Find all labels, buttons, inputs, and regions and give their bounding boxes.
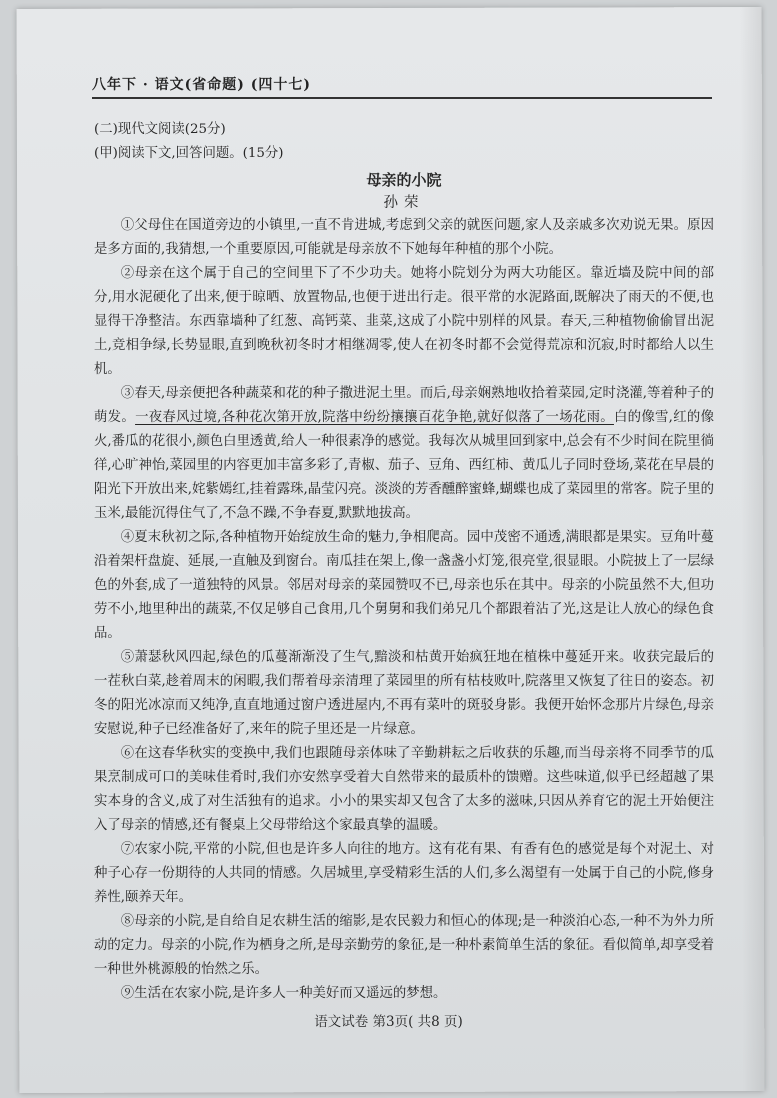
reading-section — [94, 118, 714, 1006]
paragraph-3-text-a: ③春天,母亲便把各种蔬菜和花的种子撒进泥土里。而后,母亲娴熟地收拾着菜园,定时浇灌,等着种子的萌发。 — [94, 386, 714, 425]
article-title: 母亲的小院 — [366, 171, 442, 189]
underlined-sentence: 一夜春风过境,各种花次第开放,院落中纷纷攘攘百花争艳,就好似落了一场花雨。 — [135, 410, 614, 425]
paragraph-5: ⑤萧瑟秋风四起,绿色的瓜蔓渐渐没了生气,黯淡和枯黄开始疯狂地在植株中蔓延开来。收获完最后的一茬秋白菜,趁着周末的闲暇,我们帮着母亲清理了菜园里的所有枯枝败叶,院落里又恢复了往日的姿态。初冬的阳光冰凉而又纯净,直直地通过窗户透进屋内,不再有菜叶的斑驳身影。我便开始怀念那片片绿色,母亲安慰说,种子已经准备好了,来年的院子里还是一片绿意。 — [94, 650, 714, 737]
section-heading: (二)现代文阅读(25分) — [94, 122, 226, 137]
header-rule — [92, 97, 712, 99]
paragraph-2: ②母亲在这个属于自己的空间里下了不少功夫。她将小院划分为两大功能区。靠近墙及院中间的部分,用水泥硬化了出来,便于晾晒、放置物品,也便于进出行走。很平常的水泥路面,既解决了雨天的不便,也显得干净整洁。东西靠墙种了红葱、高钙菜、韭菜,这成了小院中别样的风景。春天,三种植物偷偷冒出泥土,竞相争绿,长势显眼,直到晚秋初冬时才相继凋零,使人在初冬时都不会觉得荒凉和沉寂,时时都给人以生机。 — [94, 266, 714, 377]
paragraph-9: ⑨生活在农家小院,是许多人一种美好而又遥远的梦想。 — [120, 986, 447, 1001]
paragraph-4: ④夏末秋初之际,各种植物开始绽放生命的魅力,争相爬高。园中茂密不通透,满眼都是果实。豆角叶蔓沿着架杆盘旋、延展,一直触及到窗台。南瓜挂在架上,像一盏盏小灯笼,很亮堂,很显眼。小院披上了一层绿色的外套,成了一道独特的风景。邻居对母亲的菜园赞叹不已,母亲也乐在其中。母亲的小院虽然不大,但功劳不小,地里种出的蔬菜,不仅足够自己食用,几个舅舅和我们弟兄几个都跟着沾了光,这是让人放心的绿色食品。 — [94, 530, 714, 641]
paragraph-3 — [94, 382, 714, 526]
section-subheading: (甲)阅读下文,回答问题。(15分) — [94, 146, 284, 161]
page-shadow — [740, 7, 765, 1091]
page-footer: 语文试卷 第3页( 共8 页) — [314, 1014, 463, 1030]
paragraph-8: ⑧母亲的小院,是自给自足农耕生活的缩影,是农民毅力和恒心的体现;是一种淡泊心态,一种不为外力所动的定力。母亲的小院,作为栖身之所,是母亲勤劳的象征,是一种朴素简单生活的象征。看似简单,却享受着一种世外桃源般的怡然之乐。 — [94, 914, 714, 977]
paragraph-3-text-b: 白的像雪,红的像火,番瓜的花很小,颜色白里透黄,给人一种很素净的感觉。我每次从城里回到家中,总会有不少时间在院里徜徉,心旷神怡,菜园里的内容更加丰富多彩了,青椒、茄子、豆角、西红柿、黄瓜儿子同时登场,菜花在早晨的阳光下开放出来,姹紫嫣红,挂着露珠,晶莹闪亮。淡淡的芳香醺醉蜜蜂,蝴蝶也成了菜园里的常客。院子里的玉米,最能沉得住气了,不急不躁,不争春夏,默默地拔高。 — [94, 410, 714, 521]
article-author: 孙荣 — [383, 195, 425, 211]
paragraph-1: ①父母住在国道旁边的小镇里,一直不肯进城,考虑到父亲的就医问题,家人及亲戚多次劝说无果。原因是多方面的,我猜想,一个重要原因,可能就是母亲放不下她每年种植的那个小院。 — [94, 218, 714, 257]
paragraph-6: ⑥在这春华秋实的变换中,我们也跟随母亲体味了辛勤耕耘之后收获的乐趣,而当母亲将不同季节的瓜果烹制成可口的美味佳肴时,我们亦安然享受着大自然带来的最质朴的馈赠。这些味道,似乎已经超越了果实本身的含义,成了对生活独有的追求。小小的果实却又包含了太多的滋味,只因从养育它的泥土开始便注入了母亲的情感,还有餐桌上父母带给这个家最真挚的温暖。 — [94, 746, 714, 833]
page-header: 八年下 · 语文(省命题) (四十七) — [92, 77, 311, 93]
paragraph-7: ⑦农家小院,平常的小院,但也是许多人向往的地方。这有花有果、有香有色的感觉是每个对泥土、对种子心存一份期待的人共同的情感。久居城里,享受精彩生活的人们,多么渴望有一处属于自己的小院,修身养性,颐养天年。 — [94, 842, 714, 905]
